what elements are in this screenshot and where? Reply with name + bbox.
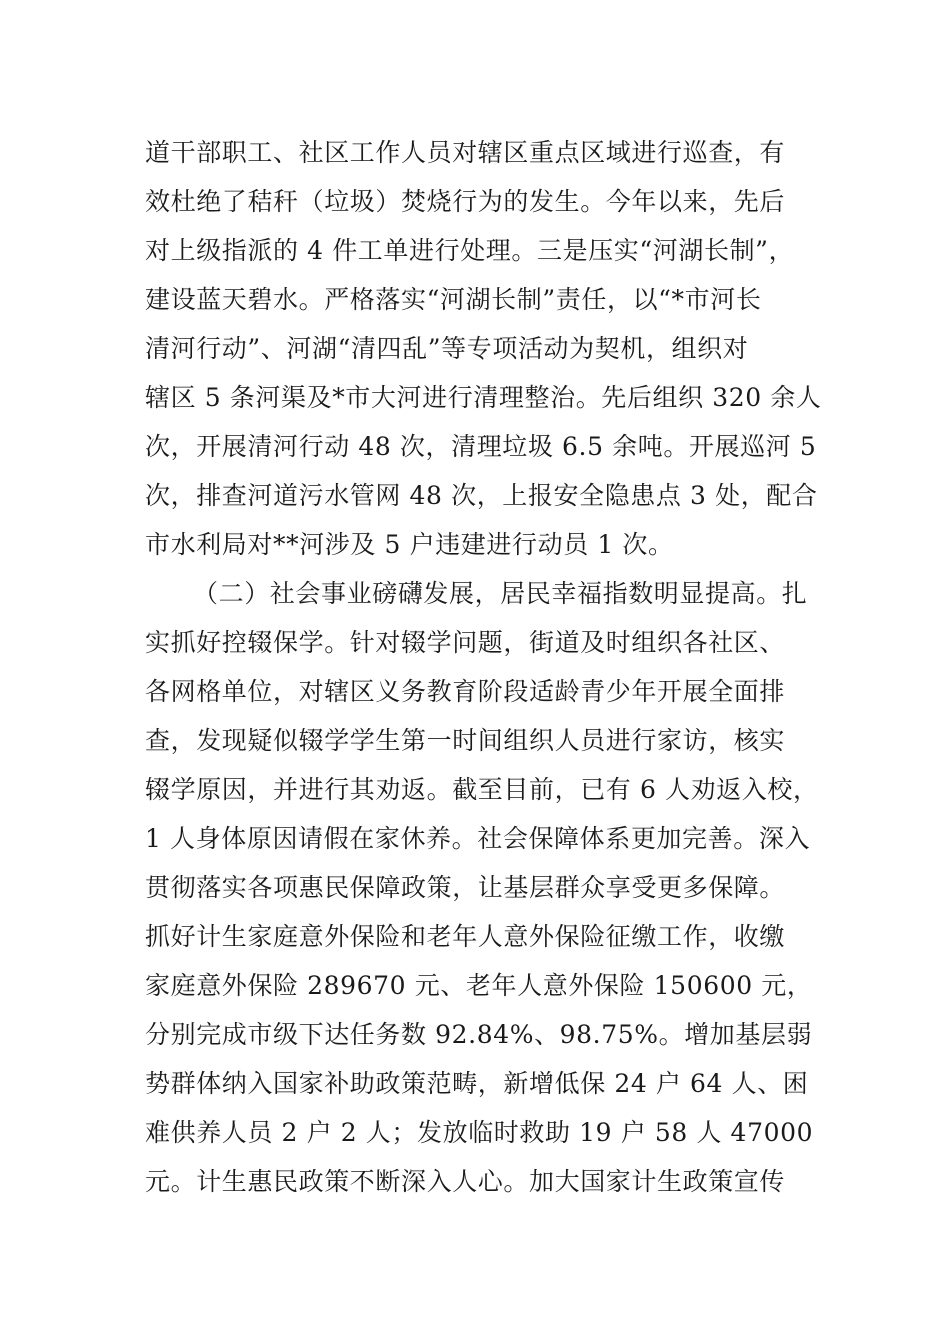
text-line: 势群体纳入国家补助政策范畴，新增低保 24 户 64 人、困 <box>145 1069 809 1098</box>
text-line: 抓好计生家庭意外保险和老年人意外保险征缴工作，收缴 <box>145 922 786 951</box>
text-line: 次，开展清河行动 48 次，清理垃圾 6.5 余吨。开展巡河 5 <box>145 432 817 461</box>
text-line: 对上级指派的 4 件工单进行处理。三是压实“河湖长制”， <box>145 236 795 265</box>
paragraph-heading-line: （二）社会事业磅礴发展，居民幸福指数明显提高。扎 <box>193 579 808 608</box>
text-line: 市水利局对**河涉及 5 户违建进行动员 1 次。 <box>145 530 674 559</box>
text-line: 1 人身体原因请假在家休养。社会保障体系更加完善。深入 <box>145 824 811 853</box>
text-line: 难供养人员 2 户 2 人；发放临时救助 19 户 58 人 47000 <box>145 1118 814 1147</box>
text-line: 效杜绝了秸秆（垃圾）焚烧行为的发生。今年以来，先后 <box>145 187 786 216</box>
text-line: 次，排查河道污水管网 48 次，上报安全隐患点 3 处，配合 <box>145 481 818 510</box>
text-line: 元。计生惠民政策不断深入人心。加大国家计生政策宣传 <box>145 1167 786 1196</box>
text-line: 查，发现疑似辍学学生第一时间组织人员进行家访，核实 <box>145 726 786 755</box>
text-line: 各网格单位，对辖区义务教育阶段适龄青少年开展全面排 <box>145 677 786 706</box>
text-line: 建设蓝天碧水。严格落实“河湖长制”责任，以“*市河长 <box>145 285 762 314</box>
text-line: 贯彻落实各项惠民保障政策，让基层群众享受更多保障。 <box>145 873 786 902</box>
text-line: 分别完成市级下达任务数 92.84%、98.75%。增加基层弱 <box>145 1020 813 1049</box>
text-line: 辍学原因，并进行其劝返。截至目前，已有 6 人劝返入校， <box>145 775 819 804</box>
text-line: 道干部职工、社区工作人员对辖区重点区域进行巡查，有 <box>145 138 786 167</box>
body-text <box>145 128 825 1206</box>
text-line: 辖区 5 条河渠及*市大河进行清理整治。先后组织 320 余人 <box>145 383 822 412</box>
text-line: 实抓好控辍保学。针对辍学问题，街道及时组织各社区、 <box>145 628 786 657</box>
text-line: 家庭意外保险 289670 元、老年人意外保险 150600 元， <box>145 971 813 1000</box>
text-line: 清河行动”、河湖“清四乱”等专项活动为契机，组织对 <box>145 334 749 363</box>
